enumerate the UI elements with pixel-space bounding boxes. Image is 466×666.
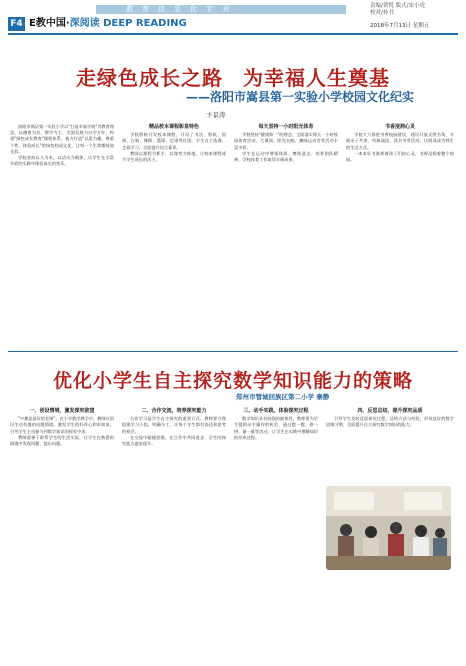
column-paragraph: 学校坚持"健康第一"的理念，全面落实每天一小时校园体育活动，大课间、阳光长跑、趣味运动会等活动丰富多彩。 <box>234 132 338 150</box>
column-paragraph: 学校坚持以人为本，以活动为载体，让学生在丰富多彩的实践中体验成长的快乐。 <box>10 155 114 167</box>
column-paragraph: 学校积极开发校本课程，开设了书法、剪纸、国画、合唱、舞蹈、篮球、足球等社团，学生自主选课、走班学习，全面提升综合素养。 <box>122 132 226 150</box>
article1-subtitle: ——洛阳市嵩县第一实验小学校园文化纪实 <box>186 90 415 104</box>
article1-column-3 <box>234 122 338 344</box>
column-heading: 每天坚持一小时阳光体育 <box>258 124 314 130</box>
masthead-top-row <box>8 3 458 15</box>
masthead-rule <box>8 33 458 35</box>
column-paragraph: 数学知识具有较强的抽象性，教师要为学生提供动手操作的机会，通过摆一摆、拼一拼、量一量等活动，让学生在实践中理解知识的形成过程。 <box>234 416 318 440</box>
article-divider <box>8 351 458 352</box>
section-info-strip: 教育信息化专刊 <box>96 5 346 14</box>
brand-section: 深阅读 DEEP READING <box>69 18 187 29</box>
proofreader-line: 校对/孙书 <box>370 10 394 16</box>
column-paragraph: 教师以课程为抓手，以课堂为阵地，让校本课程成为学生成长的沃土。 <box>122 150 226 163</box>
column-heading: 书香浸润心灵 <box>384 124 415 130</box>
article2-column-2 <box>122 406 226 658</box>
classroom-photo <box>326 486 451 570</box>
article2-byline: 郑州市管城回族区第二小学 秦静 <box>236 393 330 401</box>
column-heading: 三、动手实践，体验探究过程 <box>243 408 309 414</box>
article-math-exploration <box>8 356 458 662</box>
column-paragraph: 学生在运动中增强体质、磨炼意志、培养团队精神，学校体育工作取得丰硕成果。 <box>234 150 338 163</box>
article2-column-4 <box>326 406 454 482</box>
brand-prefix: E教中国· <box>29 18 70 29</box>
column-paragraph: 引导学生及时反思探究过程，总结方法与经验，形成良好的数学思维习惯，全面提升自主探究数学知识的能力。 <box>326 416 454 428</box>
masthead-brand-row <box>8 17 458 31</box>
article1-column-4 <box>346 122 454 344</box>
column-paragraph: 学校大力推进书香校园建设，建设开放式图书角，开展亲子共读、经典诵读、读书节等活动，让阅读成为师生的生活方式。 <box>346 132 454 150</box>
column-paragraph: 洛阳市嵩县第一实验小学以"打造幸福学校"为教育理念，以德育为首、教学为主、全面发展为办学方针，构建"绿色成长教育"课程体系，着力打造"以爱为魂、尊重个性、体验成长"的绿色校园文化，让每一个生命都绽放光彩。 <box>10 124 114 154</box>
page-masthead <box>0 0 466 36</box>
article1-column-1 <box>10 122 114 344</box>
article1-title <box>8 62 458 91</box>
column-paragraph: 合作学习是学生自主探究的重要方式。教师要合理组建学习小组，明确分工，让每个学生都有表达和思考的机会。 <box>122 416 226 434</box>
page-number-badge: F4 <box>8 17 25 31</box>
column-paragraph: 在交流中碰撞思维，在合作中共同进步，学生的探究能力逐步提升。 <box>122 434 226 447</box>
article2-column-3 <box>234 406 318 658</box>
editors-line: 责编/黄悦 版式/宋小虎 <box>370 3 425 9</box>
paper-brand <box>29 17 187 31</box>
column-heading: 二、合作交流，培养探究能力 <box>141 408 207 414</box>
issue-date: 2018年7月13日 星期五 <box>370 23 430 29</box>
column-heading: 一、创设情境，激发探究欲望 <box>29 408 95 414</box>
column-paragraph: "兴趣是最好的老师"。在小学数学教学中，教师应创设生动有趣的问题情境，激发学生的好奇心和求知欲，引导学生主动参与到数学知识的探究中来。 <box>10 416 114 434</box>
classroom-photo-image <box>326 486 451 570</box>
article1-title-part1: 走绿色成长之路 <box>76 66 223 90</box>
article1-title-part2: 为幸福人生奠基 <box>243 66 390 90</box>
article-green-growth <box>8 40 458 345</box>
article2-title: 优化小学生自主探究数学知识能力的策略 <box>52 370 413 392</box>
article1-column-2 <box>122 122 226 344</box>
column-heading: 四、反思总结，提升探究品质 <box>357 408 423 414</box>
column-paragraph: 一本本好书滋养着孩子们的心灵，书香浸润着整个校园。 <box>346 150 454 163</box>
editors-credit <box>370 3 425 17</box>
article2-column-1 <box>10 406 114 658</box>
column-heading: 精品校本课程彰显特色 <box>148 124 199 130</box>
column-paragraph: 教师要善于联系学生的生活实际，让学生在熟悉的情境中发现问题、提出问题。 <box>10 434 114 447</box>
article1-author: 卞景涛 <box>206 111 226 119</box>
